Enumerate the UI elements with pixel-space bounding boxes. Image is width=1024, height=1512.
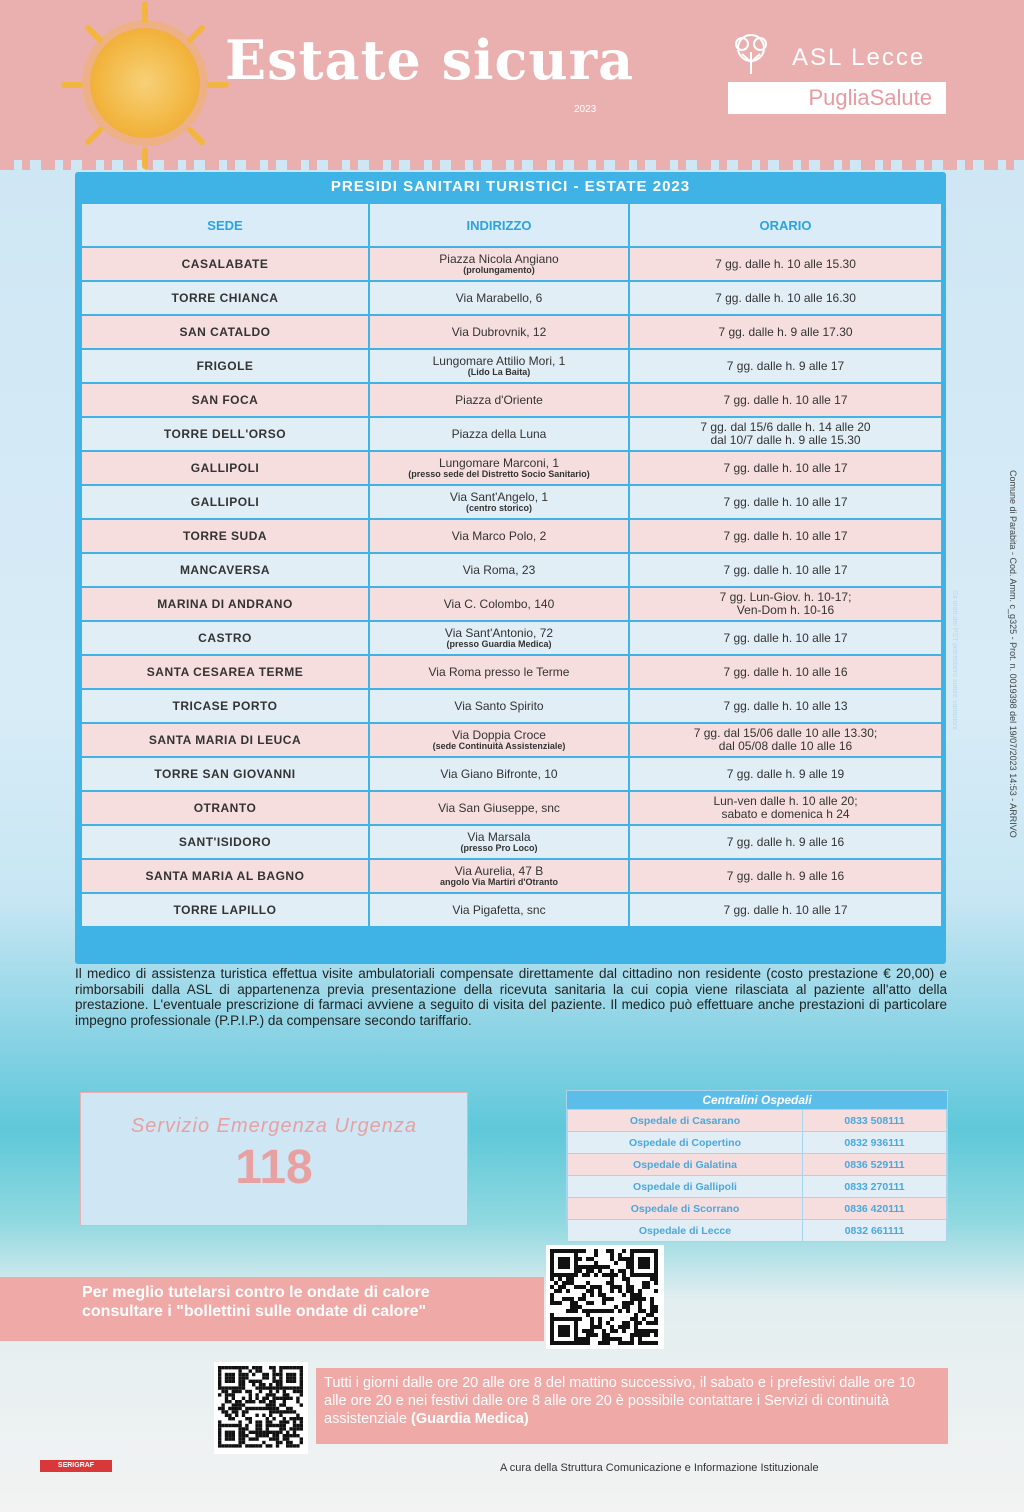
- indirizzo-sub: (sede Continuità Assistenziale): [432, 740, 566, 751]
- cell-orario: [629, 553, 942, 587]
- cell-sede: TRICASE PORTO: [81, 689, 369, 723]
- indirizzo-main: Via Marabello, 6: [455, 290, 543, 305]
- cell-indirizzo: [369, 689, 629, 723]
- tree-logo-icon: [728, 32, 774, 76]
- puglia-salute-logo: PugliaSalute: [728, 82, 946, 114]
- cell-indirizzo: [369, 655, 629, 689]
- guardia-text: Tutti i giorni dalle ore 20 alle ore 8 del mattino successivo, il sabato e i prefestivi dalle ore 10 alle ore 20 e nei festivi dalle ore 8 alle ore 20 è possibile contattare i Servizi di continuità assistenziale: [324, 1375, 916, 1428]
- orario-main: 7 gg. dalle h. 10 alle 17: [723, 494, 848, 509]
- cell-sede: CASALABATE: [81, 247, 369, 281]
- table-row: [81, 893, 942, 927]
- protocol-side-note: Comune di Parabita - Cod. Amm. c_g325 - Prot. n. 0019398 del 19/07/2023 14:53 - ARRIVO: [1008, 470, 1018, 838]
- presidi-table-panel: [75, 172, 946, 964]
- indirizzo-main: Via Roma, 23: [462, 562, 536, 577]
- cell-indirizzo: [369, 757, 629, 791]
- column-header-indirizzo: INDIRIZZO: [369, 203, 629, 247]
- cell-indirizzo: [369, 281, 629, 315]
- table-row: [81, 859, 942, 893]
- indirizzo-sub: (prolungamento): [463, 264, 535, 275]
- cell-indirizzo: [369, 247, 629, 281]
- cell-sede: SANTA MARIA AL BAGNO: [81, 859, 369, 893]
- side-faint-note: Gli orari dei PST potrebbero subire variazioni: [951, 590, 958, 730]
- cell-indirizzo: [369, 825, 629, 859]
- table-row: [81, 825, 942, 859]
- heat-wave-line1: Per meglio tutelarsi contro le ondate di calore: [82, 1284, 430, 1301]
- table-row: [81, 383, 942, 417]
- orario-main: 7 gg. dalle h. 9 alle 16: [726, 834, 845, 849]
- cell-orario: [629, 859, 942, 893]
- centralino-row: [568, 1132, 947, 1154]
- cell-sede: SANT'ISIDORO: [81, 825, 369, 859]
- cell-indirizzo: [369, 383, 629, 417]
- cell-sede: TORRE DELL'ORSO: [81, 417, 369, 451]
- centralini-box: [566, 1090, 948, 1237]
- hospital-name: Ospedale di Lecce: [568, 1220, 803, 1242]
- cell-indirizzo: [369, 893, 629, 927]
- table-row: [81, 689, 942, 723]
- centralino-row: [568, 1198, 947, 1220]
- cell-sede: TORRE LAPILLO: [81, 893, 369, 927]
- orario-main: 7 gg. dalle h. 10 alle 17: [723, 460, 848, 475]
- orario-main: 7 gg. dalle h. 10 alle 17: [723, 630, 848, 645]
- cell-orario: [629, 587, 942, 621]
- orario-secondary: sabato e domenica h 24: [721, 807, 850, 821]
- table-row: [81, 451, 942, 485]
- footer-logo: SERIGRAF: [40, 1460, 112, 1472]
- orario-main: 7 gg. dalle h. 10 alle 16.30: [715, 290, 856, 305]
- cell-orario: [629, 893, 942, 927]
- table-row: [81, 553, 942, 587]
- cell-sede: MARINA DI ANDRANO: [81, 587, 369, 621]
- cell-indirizzo: [369, 621, 629, 655]
- orario-main: 7 gg. dalle h. 10 alle 16: [723, 664, 848, 679]
- orario-main: Lun-ven dalle h. 10 alle 20;: [713, 794, 858, 809]
- centralini-table: [567, 1109, 947, 1242]
- table-row: [81, 485, 942, 519]
- emergency-number: 118: [235, 1141, 313, 1194]
- orario-main: 7 gg. dalle h. 10 alle 17: [723, 562, 848, 577]
- orario-main: 7 gg. dalle h. 9 alle 17: [726, 358, 845, 373]
- orario-main: 7 gg. dalle h. 9 alle 16: [726, 868, 845, 883]
- hospital-name: Ospedale di Scorrano: [568, 1198, 803, 1220]
- presidi-table: [80, 202, 943, 928]
- hospital-name: Ospedale di Galatina: [568, 1154, 803, 1176]
- indirizzo-sub: (Lido La Baita): [467, 366, 531, 377]
- cell-indirizzo: [369, 519, 629, 553]
- indirizzo-main: Lungomare Attilio Mori, 1: [432, 353, 566, 368]
- cell-indirizzo: [369, 859, 629, 893]
- table-row: [81, 587, 942, 621]
- orario-main: 7 gg. dalle h. 10 alle 17: [723, 528, 848, 543]
- table-row: [81, 247, 942, 281]
- footer-credit: A cura della Struttura Comunicazione e Informazione Istituzionale: [500, 1462, 819, 1474]
- cell-sede: GALLIPOLI: [81, 451, 369, 485]
- indirizzo-main: Via Sant'Antonio, 72: [444, 625, 554, 640]
- indirizzo-main: Via Marsala: [467, 829, 531, 844]
- guardia-bold: (Guardia Medica): [411, 1411, 529, 1428]
- cell-sede: MANCAVERSA: [81, 553, 369, 587]
- centralino-row: [568, 1176, 947, 1198]
- hospital-phone[interactable]: 0836 420111: [802, 1198, 946, 1220]
- indirizzo-main: Via Aurelia, 47 B: [454, 863, 544, 878]
- sun-icon: [90, 28, 200, 138]
- cell-indirizzo: [369, 553, 629, 587]
- qr-code-guardia-medica[interactable]: [214, 1362, 308, 1454]
- indirizzo-main: Piazza Nicola Angiano: [439, 251, 559, 266]
- cell-indirizzo: [369, 451, 629, 485]
- orario-secondary: Ven-Dom h. 10-16: [736, 603, 835, 617]
- presidi-table-title: PRESIDI SANITARI TURISTICI - ESTATE 2023: [330, 178, 691, 195]
- table-row: [81, 417, 942, 451]
- centralino-row: [568, 1110, 947, 1132]
- table-row: [81, 621, 942, 655]
- cell-orario: [629, 519, 942, 553]
- cell-indirizzo: [369, 723, 629, 757]
- indirizzo-sub: (presso Guardia Medica): [446, 638, 552, 649]
- column-header-orario: ORARIO: [629, 203, 942, 247]
- emergency-box: [80, 1092, 468, 1226]
- indirizzo-main: Piazza della Luna: [451, 426, 547, 441]
- cell-sede: TORRE SAN GIOVANNI: [81, 757, 369, 791]
- table-row: [81, 757, 942, 791]
- cell-sede: SANTA CESAREA TERME: [81, 655, 369, 689]
- cell-orario: [629, 655, 942, 689]
- hospital-name: Ospedale di Copertino: [568, 1132, 803, 1154]
- indirizzo-main: Via Dubrovnik, 12: [451, 324, 547, 339]
- table-row: [81, 655, 942, 689]
- indirizzo-sub: (presso Pro Loco): [460, 842, 538, 853]
- hospital-phone[interactable]: 0833 270111: [802, 1176, 946, 1198]
- indirizzo-main: Lungomare Marconi, 1: [438, 455, 560, 470]
- cell-orario: [629, 281, 942, 315]
- indirizzo-main: Via Roma presso le Terme: [428, 664, 570, 679]
- emergency-label: Servizio Emergenza Urgenza: [130, 1115, 418, 1137]
- cell-sede: OTRANTO: [81, 791, 369, 825]
- column-header-sede: SEDE: [81, 203, 369, 247]
- asl-lecce-label: ASL Lecce: [792, 44, 926, 71]
- orario-main: 7 gg. dalle h. 10 alle 15.30: [715, 256, 856, 271]
- indirizzo-sub: (centro storico): [465, 502, 532, 513]
- cell-orario: [629, 723, 942, 757]
- table-row: [81, 791, 942, 825]
- page-title: Estate sicura: [225, 28, 635, 92]
- cell-orario: [629, 349, 942, 383]
- cell-orario: [629, 417, 942, 451]
- cell-indirizzo: [369, 485, 629, 519]
- cell-indirizzo: [369, 417, 629, 451]
- cell-orario: [629, 621, 942, 655]
- cell-sede: TORRE CHIANCA: [81, 281, 369, 315]
- indirizzo-sub: angolo Via Martiri d'Otranto: [440, 876, 558, 887]
- orario-main: 7 gg. dalle h. 10 alle 17: [723, 902, 848, 917]
- cell-orario: [629, 689, 942, 723]
- cell-sede: TORRE SUDA: [81, 519, 369, 553]
- indirizzo-main: Via Marco Polo, 2: [451, 528, 547, 543]
- intro-paragraph: Il medico di assistenza turistica effettua visite ambulatoriali compensate direttamente dal cittadino non residente (costo prestazione € 20,00) e rimborsabili dalla ASL di appartenenza previa presentazione della ricevuta sanitaria la cui copia viene rilasciata al paziente all'atto della prestazione. L'eventuale prescrizione di farmaci avviene a seguito di visita del paziente. Il medico può effettuare anche prestazioni di particolare impegno professionale (P.P.I.P.) da compensare secondo tariffario.: [75, 966, 947, 1028]
- table-row: [81, 519, 942, 553]
- indirizzo-main: Via Pigafetta, snc: [452, 902, 546, 917]
- indirizzo-main: Via Sant'Angelo, 1: [449, 489, 549, 504]
- orario-main: 7 gg. dalle h. 9 alle 17.30: [718, 324, 853, 339]
- qr-code-bollettini[interactable]: [546, 1245, 664, 1349]
- centralino-row: [568, 1154, 947, 1176]
- orario-main: 7 gg. dal 15/06 dalle 10 alle 13.30;: [693, 726, 878, 741]
- cell-indirizzo: [369, 349, 629, 383]
- cell-sede: SAN CATALDO: [81, 315, 369, 349]
- table-row: [81, 281, 942, 315]
- cell-sede: CASTRO: [81, 621, 369, 655]
- indirizzo-main: Via San Giuseppe, snc: [438, 800, 560, 815]
- cell-orario: [629, 451, 942, 485]
- orario-main: 7 gg. dalle h. 9 alle 19: [726, 766, 845, 781]
- centralino-row: [568, 1220, 947, 1242]
- cell-sede: FRIGOLE: [81, 349, 369, 383]
- cell-orario: [629, 791, 942, 825]
- cell-sede: GALLIPOLI: [81, 485, 369, 519]
- orario-secondary: dal 05/08 dalle 10 alle 16: [718, 739, 853, 753]
- hospital-name: Ospedale di Gallipoli: [568, 1176, 803, 1198]
- cell-indirizzo: [369, 315, 629, 349]
- orario-main: 7 gg. dalle h. 10 alle 17: [723, 392, 848, 407]
- orario-secondary: dal 10/7 dalle h. 9 alle 15.30: [710, 433, 861, 447]
- heat-wave-line2: consultare i "bollettini sulle ondate di calore": [82, 1303, 427, 1321]
- cell-orario: [629, 315, 942, 349]
- indirizzo-main: Via Doppia Croce: [452, 727, 546, 742]
- hospital-phone[interactable]: 0833 508111: [802, 1110, 946, 1132]
- table-row: [81, 349, 942, 383]
- centralini-title: Centralini Ospedali: [567, 1091, 947, 1109]
- cell-sede: SAN FOCA: [81, 383, 369, 417]
- hospital-name: Ospedale di Casarano: [568, 1110, 803, 1132]
- indirizzo-main: Via Giano Bifronte, 10: [440, 766, 558, 781]
- heat-wave-banner: [0, 1277, 544, 1341]
- indirizzo-main: Via C. Colombo, 140: [443, 596, 555, 611]
- hospital-phone[interactable]: 0832 936111: [802, 1132, 946, 1154]
- hospital-phone[interactable]: 0836 529111: [802, 1154, 946, 1176]
- cell-orario: [629, 825, 942, 859]
- indirizzo-sub: (presso sede del Distretto Socio Sanitario): [408, 468, 590, 479]
- cell-orario: [629, 757, 942, 791]
- table-row: [81, 723, 942, 757]
- title-year: 2023: [574, 104, 597, 115]
- cell-indirizzo: [369, 791, 629, 825]
- cell-orario: [629, 383, 942, 417]
- orario-main: 7 gg. Lun-Giov. h. 10-17;: [719, 590, 852, 605]
- indirizzo-main: Piazza d'Oriente: [455, 392, 543, 407]
- table-row: [81, 315, 942, 349]
- cell-sede: SANTA MARIA DI LEUCA: [81, 723, 369, 757]
- cell-orario: [629, 485, 942, 519]
- indirizzo-main: Via Santo Spirito: [454, 698, 544, 713]
- orario-main: 7 gg. dalle h. 10 alle 13: [723, 698, 848, 713]
- orario-main: 7 gg. dal 15/6 dalle h. 14 alle 20: [700, 420, 871, 435]
- cell-orario: [629, 247, 942, 281]
- hospital-phone[interactable]: 0832 661111: [802, 1220, 946, 1242]
- guardia-medica-banner: [316, 1368, 948, 1444]
- cell-indirizzo: [369, 587, 629, 621]
